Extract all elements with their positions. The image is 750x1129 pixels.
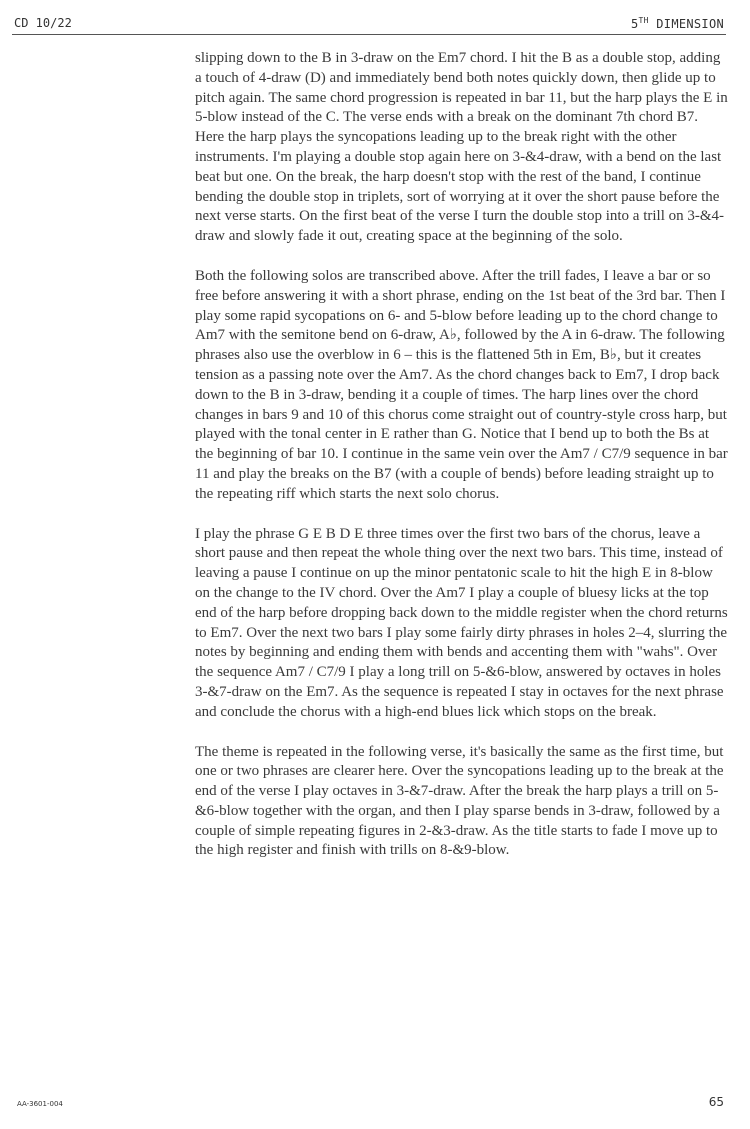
- page-number: 65: [708, 1095, 724, 1109]
- header-title-text: DIMENSION: [648, 17, 724, 31]
- footer-code: AA-3601-004: [17, 1100, 63, 1108]
- header-rule: [12, 34, 726, 35]
- header-title: [631, 16, 724, 31]
- paragraph: Both the following solos are transcribed above. After the trill fades, I leave a bar or so free before answering it with a short phrase, ending on the 1st beat of the 3rd bar. Then I play some rapid sycopations on 6- and 5-blow before leading up to the chord change to Am7 with the semitone bend on 6-draw, A♭, followed by the A in 6-draw. The following phrases also use the overblow in 6 – this is the flattened 5th in Em, B♭, but it creates tension as a passing note over the Am7. As the chord changes back to Em7, I drop back down to the B in 3-draw, bending it a couple of times. The harp lines over the chord changes in bars 9 and 10 of this chorus come straight out of country-style cross harp, but played with the tonal center in E rather than G. Notice that I bend up to both the Bs at the beginning of bar 10. I continue in the same vein over the Am7 / C7/9 sequence in bar 11 and play the breaks on the B7 (with a couple of bends) before leading straight up to the repeating riff which starts the next solo chorus.: [195, 267, 728, 502]
- header-title-number: 5: [630, 17, 639, 31]
- paragraph: slipping down to the B in 3-draw on the Em7 chord. I hit the B as a double stop, adding a touch of 4-draw (D) and immediately bend both notes quickly down, then glide up to pitch again. The same chord progression is repeated in bar 11, but the harp plays the E in 5-blow instead of the C. The verse ends with a break on the dominant 7th chord B7. Here the harp plays the syncopations leading up to the break right with the other instruments. I'm playing a double stop again here on 3-&4-draw, with a bend on the last beat but one. On the break, the harp doesn't stop with the rest of the band, I continue bending the double stop in triplets, sort of worrying at it over the short pause before the next verse starts. On the first beat of the verse I turn the double stop into a trill on 3-&4-draw and slowly fade it out, creating space at the beginning of the solo.: [195, 50, 728, 245]
- header-title-superscript: TH: [638, 16, 649, 25]
- header-chapter-label: CD 10/22: [14, 16, 72, 30]
- body-text: [195, 49, 730, 881]
- paragraph: I play the phrase G E B D E three times over the first two bars of the chorus, leave a short pause and then repeat the whole thing over the next two bars. This time, instead of leaving a pause I continue on up the minor pentatonic scale to hit the high E in 8-blow on the change to the IV chord. Over the Am7 I play a couple of bluesy licks at the top end of the harp before dropping back down to the middle register when the chord returns to Em7. Over the next two bars I play some fairly dirty phrases in holes 2–4, slurring the notes by beginning and ending them with bends and accenting them with "wahs". Over the sequence Am7 / C7/9 I play a long trill on 5-&6-blow, answered by octaves in holes 3-&7-draw on the Em7. As the sequence is repeated I stay in octaves for the next phrase and conclude the chorus with a high-end blues lick which stops on the break.: [195, 525, 728, 720]
- paragraph: The theme is repeated in the following verse, it's basically the same as the first time, but one or two phrases are clearer here. Over the syncopations leading up to the break at the end of the verse I play octaves in 3-&7-draw. After the break the harp plays a trill on 5-&6-blow together with the organ, and then I play sparse bends in 3-draw, followed by a couple of simple repeating figures in 2-&3-draw. As the title starts to fade I move up to the high register and finish with trills on 8-&9-blow.: [195, 743, 724, 859]
